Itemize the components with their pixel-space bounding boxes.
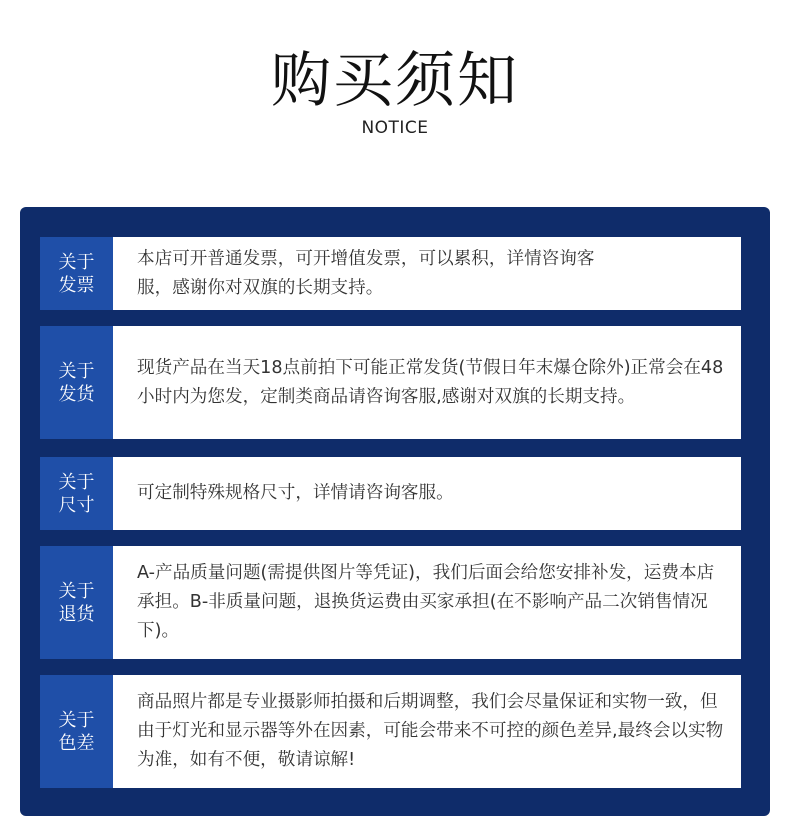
notice-card	[113, 546, 741, 659]
notice-tag-line1: 关于	[58, 360, 95, 382]
notice-row-returns	[40, 546, 741, 659]
notice-tag	[40, 546, 113, 659]
notice-row-invoice	[40, 237, 741, 310]
notice-card	[113, 326, 741, 439]
notice-card	[113, 457, 741, 530]
notice-tag-line1: 关于	[58, 580, 95, 602]
notice-tag-line2: 尺寸	[58, 494, 95, 516]
notice-tag-line2: 发票	[58, 274, 95, 296]
notice-text: 现货产品在当天18点前拍下可能正常发货(节假日年末爆仓除外)正常会在48小时内为您发，定制类商品请咨询客服,感谢对双旗的长期支持。	[137, 357, 724, 407]
notice-card	[113, 675, 741, 788]
notice-tag-line2: 退货	[58, 603, 95, 625]
notice-card	[113, 237, 741, 310]
notice-text: 本店可开普通发票，可开增值发票，可以累积，详情咨询客服，感谢你对双旗的长期支持。	[137, 248, 595, 298]
notice-row-shipping	[40, 326, 741, 439]
notice-tag-line2: 发货	[58, 383, 95, 405]
page-title: 购买须知	[271, 46, 519, 116]
notice-text: 可定制特殊规格尺寸，详情请咨询客服。	[137, 483, 454, 503]
page-subtitle: NOTICE	[361, 118, 429, 138]
notice-row-color	[40, 675, 741, 788]
notice-tag	[40, 457, 113, 530]
notice-tag	[40, 237, 113, 310]
notice-tag-line1: 关于	[58, 471, 95, 493]
notice-text: 商品照片都是专业摄影师拍摄和后期调整，我们会尽量保证和实物一致，但由于灯光和显示器等外在因素，可能会带来不可控的颜色差异,最终会以实物为准，如有不便，敬请谅解!	[137, 692, 724, 770]
notice-text: A-产品质量问题(需提供图片等凭证)，我们后面会给您安排补发，运费本店承担。B-非质量问题，退换货运费由买家承担(在不影响产品二次销售情况下)。	[137, 563, 715, 641]
notice-tag-line2: 色差	[58, 732, 95, 754]
notice-tag	[40, 326, 113, 439]
header	[0, 0, 790, 200]
notice-tag-line1: 关于	[58, 251, 95, 273]
notice-panel	[20, 207, 770, 816]
notice-row-size	[40, 457, 741, 530]
notice-tag	[40, 675, 113, 788]
notice-tag-line1: 关于	[58, 709, 95, 731]
